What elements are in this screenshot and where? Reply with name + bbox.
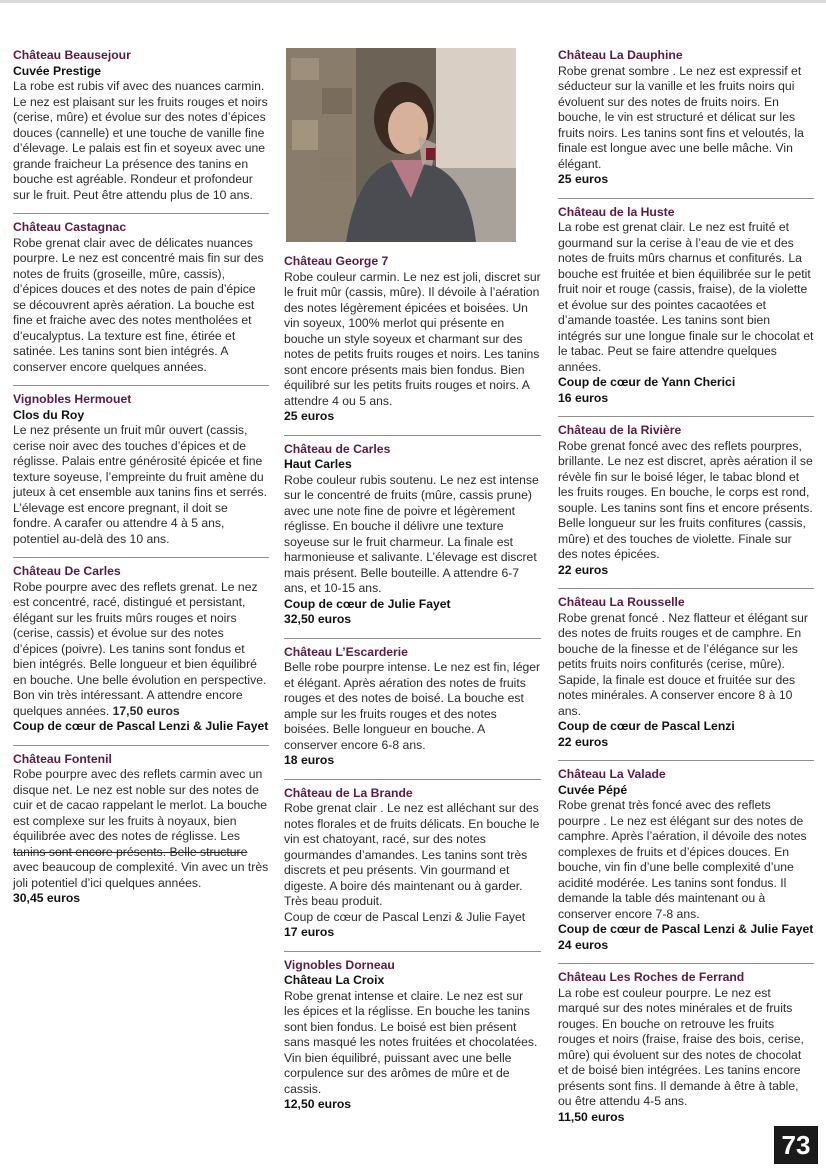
wine-description: Robe grenat clair avec de délicates nuances pourpre. Le nez est concentré mais fin sur des notes de fruits (groseille, mûre, cassis), d’épices douces et des notes de pain d’épice se découvrent après aération. La bouche est fine et fraiche avec des notes mentholées et d’eucalyptus. La texture est fine, étirée et satinée. Les tanins sont bien intégrés. A conserver encore quelques années. [13, 235, 264, 374]
wine-cuvee: Château La Croix [284, 973, 385, 987]
stone-block [322, 88, 352, 114]
wine-name: Château De Carles [13, 564, 121, 578]
wine-description: Robe grenat intense et claire. Le nez est sur les épices et la réglisse. En bouche les tanins sont bien fondus. Le boisé est bien présent sans masqué les notes fruitées et chocolatées. Vin bien équilibré, puissant avec une belle corpulence sur des arômes de mûre et de cassis. [284, 988, 538, 1096]
wine-name: Château de Carles [284, 441, 391, 456]
wine-entry [284, 951, 541, 1123]
wine-name: Château La Dauphine [558, 48, 683, 62]
wine-description: Robe grenat sombre . Le nez est expressif et séducteur sur la vanille et les fruits noirs qui évoluent sur des notes de fruits noirs. En bouche, le vin est structuré et délicat sur les fruits noirs. Les tanins sont fins et veloutés, la finale est longue avec une belle mâche. Vin élégant. [558, 63, 804, 171]
wine-cuvee: Cuvée Prestige [13, 63, 102, 78]
wine-description: La robe est grenat clair. Le nez est fruité et gourmand sur la cerise à l’eau de vie et des notes de fruits mûrs charnus et confiturés. La bouche est fruitée et bien équilibrée sur le petit fruit noir et rouge (cassis, fraise), de la violette et évolue sur des pointes cacaotées et d’amande toastée. Les tanins sont bien intégrés sur une longue finale sur le chocolat et le tabac. Peut se faire attendre quelques années. [558, 220, 814, 374]
wine-description: Robe grenat foncé avec des reflets pourpres, brillante. Le nez est discret, après aération il se révèle fin sur le boisé léger, le tabac blond et les fruits rouges. En bouche, le corps est rond, souple. Les tanins sont fins et encore présents. Belle longueur sur les fruits confitures (cassis, mûre) et des touches de violette. Finale sur des notes épicées. [558, 438, 813, 561]
wine-price: 30,45 euros [13, 891, 81, 905]
stone-block [292, 120, 318, 150]
stone-block [291, 58, 319, 80]
award-line: Coup de cœur de Pascal Lenzi [558, 719, 735, 733]
award-line: Coup de cœur de Yann Cherici [558, 375, 736, 389]
wine-name: Château de la Huste [558, 204, 675, 219]
award-line: Coup de cœur de Pascal Lenzi & Julie Fayet [284, 909, 526, 924]
wine-entry [13, 385, 269, 557]
wine-entry [13, 745, 269, 917]
wine-entry [558, 48, 814, 198]
wine-name: Château Les Roches de Ferrand [558, 970, 745, 984]
wine-price: 17,50 euros [112, 703, 180, 718]
wine-description-text: Robe pourpre avec des reflets carmin avec un disque net. Le nez est noble sur des notes de cuir et de cacao rappelant le merlot. La bouche est complexe sur les fruits à noyaux, bien équilibrée avec des notes de réglisse. Les [13, 767, 268, 843]
wine-description [13, 580, 269, 720]
wine-price: 25 euros [558, 172, 609, 186]
award-line: Coup de cœur de Julie Fayet [284, 596, 451, 611]
wine-price: 22 euros [558, 734, 609, 749]
wine [426, 148, 435, 160]
wine-name: Château George 7 [284, 254, 389, 268]
wine-name: Vignobles Hermouet [13, 392, 132, 406]
wine-description: Robe grenat très foncé avec des reflets pourpre . Le nez est élégant sur des notes de camphre. Après l’aération, il dévoile des notes complexes de fruits et d’épices douces. En bouche, vin fin d’une belle complexité d’une acidité modérée. Les tanins sont fondus. Il demande la table dés maintenant ou à conserver encore 7-8 ans. [558, 798, 807, 921]
wine-price: 24 euros [558, 937, 609, 952]
wine-name: Château de la Rivière [558, 423, 682, 437]
wine-description: Belle robe pourpre intense. Le nez est fin, léger et élégant. Après aération des notes de fruits rouges et des notes de boisé. La bouche est ample sur les fruits rouges et des notes boisées. Belle longueur en bouche. A conserver encore 6-8 ans. [284, 660, 541, 752]
wine-entry [13, 213, 269, 385]
wine-name: Château Castagnac [13, 220, 127, 234]
wine-description: Robe grenat clair . Le nez est alléchant sur des notes florales et de fruits délicats. En bouche le vin est chatoyant, racé, sur des notes gourmandes d’amandes. Les tanins sont très discrets et peu présents. Vin gourmand et digeste. A boire dés maintenant ou à garder. Très beau produit. [284, 801, 540, 908]
wine-price: 12,50 euros [284, 1097, 352, 1111]
wine-description-tail: avec beaucoup de complexité. Vin avec un très joli potentiel d’ici quelques années. [13, 860, 269, 890]
wine-price: 18 euros [284, 753, 335, 767]
wine-description: La robe est rubis vif avec des nuances carmin. Le nez est plaisant sur les fruits rouges et noirs (cerise, mûre) et évolue sur des notes d’épices douces (cannelle) et une touche de vanille fine d’élevage. Le palais est fin et soyeux avec une grande fraicheur La présence des tanins en bouche est agréable. Rondeur et profondeur sur le fruit. Peut être attendu plus de 10 ans. [13, 79, 268, 202]
wine-entry [284, 779, 541, 951]
wine-description: Robe grenat foncé . Nez flatteur et élégant sur des notes de fruits rouges et de camphre. En bouche de la finesse et de l’élégance sur les petits fruits noirs confiturés (cerise, mûre). Sapide, la finale est douce et fruitée sur des notes minérales. A conserver encore 8 à 10 ans. [558, 610, 808, 718]
wine-name: Château La Rousselle [558, 595, 685, 609]
wine-description-text: Robe pourpre avec des reflets grenat. Le nez est concentré, racé, distingué et persistant, élégant sur les fruits mûrs rouges et noirs (cerise, cassis) et évolue sur des notes d’épices (poivre). Les tanins sont fondus et bien intégrés. Belle longueur et bien équilibré en bouche. Une belle évolution en perspective. Bon vin très intéressant. A attendre encore quelques années. [13, 579, 267, 718]
wine-price: 11,50 euros [558, 1109, 625, 1124]
wine-entry [558, 588, 814, 760]
wine-name: Château Beausejour [13, 48, 131, 62]
wine-entry [284, 254, 541, 435]
wine-cuvee: Clos du Roy [13, 407, 85, 422]
wine-price: 32,50 euros [284, 612, 352, 626]
stone-block [320, 158, 352, 182]
wine-price: 17 euros [284, 925, 335, 939]
wine-price: 22 euros [558, 562, 609, 577]
struck-text: tanins sont encore présents. Belle structure [13, 844, 248, 859]
wine-entry [558, 416, 814, 588]
wine-price: 16 euros [558, 390, 609, 405]
wine-entry [284, 435, 541, 638]
wine-entry [558, 963, 814, 1135]
wine-name: Château La Valade [558, 767, 666, 781]
wine-cuvee: Haut Carles [284, 457, 352, 471]
column-middle [284, 48, 541, 1123]
wine-cuvee: Cuvée Pépé [558, 782, 628, 797]
page-number: 73 [774, 1126, 818, 1164]
wine-description [13, 767, 269, 891]
wine-price: 25 euros [284, 409, 335, 423]
top-rule [0, 0, 826, 3]
wine-name: Château L’Escarderie [284, 644, 408, 659]
award-line: Coup de cœur de Pascal Lenzi & Julie Fayet [558, 922, 814, 936]
window-light [436, 48, 516, 168]
wine-entry [284, 638, 541, 779]
column-right [558, 48, 814, 1135]
wine-description: Robe couleur carmin. Le nez est joli, discret sur le fruit mûr (cassis, mûre). Il dévoile à l’aération des notes légèrement épicées et boisées. Un vin soyeux, 100% merlot qui présente en bouche un style soyeux et charmant sur des notes de petits fruits rouges et noirs. Les tanins sont encore présents mais bien fondus. Bien équilibré sur les petits fruits rouges et noirs. A attendre 4 ou 5 ans. [284, 269, 541, 408]
wine-name: Château de La Brande [284, 785, 413, 800]
winemaker-photo [286, 48, 516, 242]
wine-name: Château Fontenil [13, 751, 112, 766]
wine-name: Vignobles Dorneau [284, 957, 395, 972]
wine-entry [13, 557, 269, 745]
wine-description: Robe couleur rubis soutenu. Le nez est intense sur le concentré de fruits (mûre, cassis prune) avec une note fine de poivre et légèrement réglisse. En bouche il délivre une texture soyeuse sur le fruit charmeur. La finale est harmonieuse et salivante. L’élevage est discret mais présent. Belle bouteille. A attendre 6-7 ans, et 10-15 ans. [284, 472, 539, 595]
wine-entry [13, 48, 269, 213]
wine-description: La robe est couleur pourpre. Le nez est marqué sur des notes minérales et de fruits rouges. En bouche on retrouve les fruits rouges et noirs (fraise, fraise des bois, cerise, mûre) qui évoluent sur des notes de chocolat et de boisé bien intégrées. Les tanins encore présents sont fins. Il demande à être à table, ou être attendu 4-5 ans. [558, 985, 804, 1108]
award-line: Coup de cœur de Pascal Lenzi & Julie Fayet [13, 719, 269, 733]
wine-entry [558, 198, 814, 417]
wine-description: Le nez présente un fruit mûr ouvert (cassis, cerise noir avec des touches d’épices et de réglisse. Palais entre générosité épicée et fine texture soyeuse, l’empreinte du fruit amène du juteux à cet ensemble aux tanins fins et serrés. L’élevage est encore pregnant, il doit se fondre. A carafer ou attendre 4 à 5 ans, potentiel au-delà des 10 ans. [13, 423, 268, 546]
wine-entry [558, 760, 814, 963]
column-left [13, 48, 269, 917]
